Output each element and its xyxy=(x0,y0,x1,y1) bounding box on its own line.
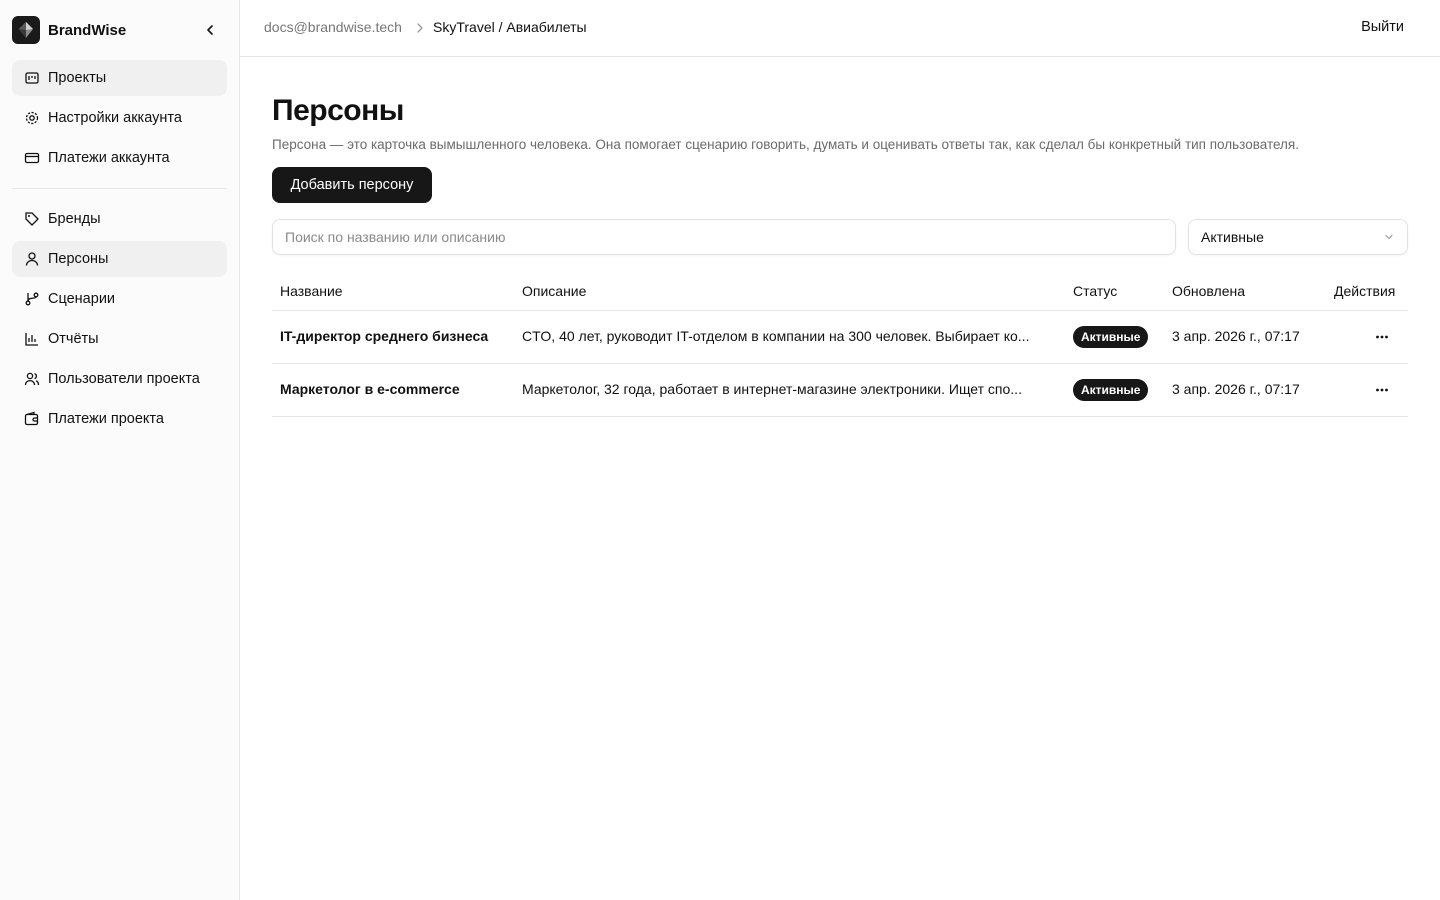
project-nav xyxy=(12,201,227,441)
users-icon xyxy=(24,371,40,387)
sidebar-item-label: Платежи аккаунта xyxy=(48,150,170,166)
sidebar-item-label: Платежи проекта xyxy=(48,411,164,427)
branch-icon xyxy=(24,291,40,307)
sidebar-item-label: Проекты xyxy=(48,70,107,86)
sidebar-item-brands[interactable] xyxy=(12,201,227,237)
sidebar-divider xyxy=(12,188,227,189)
bar-chart-icon xyxy=(24,331,40,347)
row-actions-button[interactable] xyxy=(1370,378,1394,402)
wallet-icon xyxy=(24,411,40,427)
sidebar-item-scenarios[interactable] xyxy=(12,281,227,317)
projects-icon xyxy=(24,70,40,86)
gear-icon xyxy=(24,110,40,126)
column-header-updated[interactable]: Обновлена xyxy=(1172,283,1246,299)
table-row[interactable] xyxy=(272,364,1408,417)
brand-name: BrandWise xyxy=(48,21,127,39)
column-header-description[interactable]: Описание xyxy=(522,283,587,299)
sidebar-item-personas[interactable] xyxy=(12,241,227,277)
persona-description: Маркетолог, 32 года, работает в интернет-магазине электроники. Ищет спо... xyxy=(522,381,1022,397)
row-actions-button[interactable] xyxy=(1370,325,1394,349)
add-persona-button[interactable]: Добавить персону xyxy=(272,167,432,203)
user-icon xyxy=(24,251,40,267)
brand xyxy=(12,16,228,44)
sidebar xyxy=(0,0,240,900)
chevron-down-icon xyxy=(1383,231,1395,243)
persona-name[interactable]: IT-директор среднего бизнеса xyxy=(280,328,489,344)
table-row[interactable] xyxy=(272,311,1408,364)
sidebar-item-label: Сценарии xyxy=(48,291,116,307)
credit-card-icon xyxy=(24,150,40,166)
persona-updated: 3 апр. 2026 г., 07:17 xyxy=(1172,328,1300,344)
page-description: Персона — это карточка вымышленного человека. Она помогает сценарию говорить, думать и оценивать ответы так, как сделал бы конкретный тип пользователя. xyxy=(272,137,1299,152)
sidebar-item-label: Пользователи проекта xyxy=(48,371,200,387)
sidebar-item-label: Настройки аккаунта xyxy=(48,110,182,126)
status-badge: Активные xyxy=(1073,326,1148,348)
sidebar-item-label: Бренды xyxy=(48,211,101,227)
chevron-left-icon xyxy=(204,24,216,36)
sidebar-item-projects[interactable] xyxy=(12,60,227,96)
page-title: Персоны xyxy=(272,94,404,127)
top-header xyxy=(240,0,1440,57)
sidebar-item-label: Отчёты xyxy=(48,331,99,347)
chevron-right-icon xyxy=(415,21,425,35)
tag-icon xyxy=(24,211,40,227)
collapse-sidebar-button[interactable] xyxy=(200,20,220,40)
persona-updated: 3 апр. 2026 г., 07:17 xyxy=(1172,381,1300,397)
sidebar-item-account-settings[interactable] xyxy=(12,100,227,136)
table-header xyxy=(272,272,1408,311)
more-horizontal-icon xyxy=(1374,382,1390,398)
search-input[interactable] xyxy=(272,219,1176,255)
brand-logo-icon xyxy=(12,16,40,44)
breadcrumb-project[interactable]: SkyTravel / Авиабилеты xyxy=(433,19,587,35)
column-header-name[interactable]: Название xyxy=(280,283,343,299)
column-header-actions: Действия xyxy=(1334,283,1396,299)
column-header-status[interactable]: Статус xyxy=(1073,283,1118,299)
sidebar-item-project-payments[interactable] xyxy=(12,401,227,437)
sidebar-item-label: Персоны xyxy=(48,251,109,267)
status-badge: Активные xyxy=(1073,379,1148,401)
more-horizontal-icon xyxy=(1374,329,1390,345)
status-filter-value: Активные xyxy=(1201,229,1264,245)
logout-button[interactable]: Выйти xyxy=(1361,19,1404,35)
persona-description: CTO, 40 лет, руководит IT-отделом в компании на 300 человек. Выбирает ко... xyxy=(522,328,1030,344)
breadcrumb-user-email[interactable]: docs@brandwise.tech xyxy=(264,19,402,35)
status-filter-select[interactable] xyxy=(1188,219,1408,255)
sidebar-item-reports[interactable] xyxy=(12,321,227,357)
persona-name[interactable]: Маркетолог в e-commerce xyxy=(280,381,460,397)
personas-table xyxy=(272,272,1408,417)
account-nav xyxy=(12,60,227,180)
sidebar-item-project-users[interactable] xyxy=(12,361,227,397)
sidebar-item-account-payments[interactable] xyxy=(12,140,227,176)
